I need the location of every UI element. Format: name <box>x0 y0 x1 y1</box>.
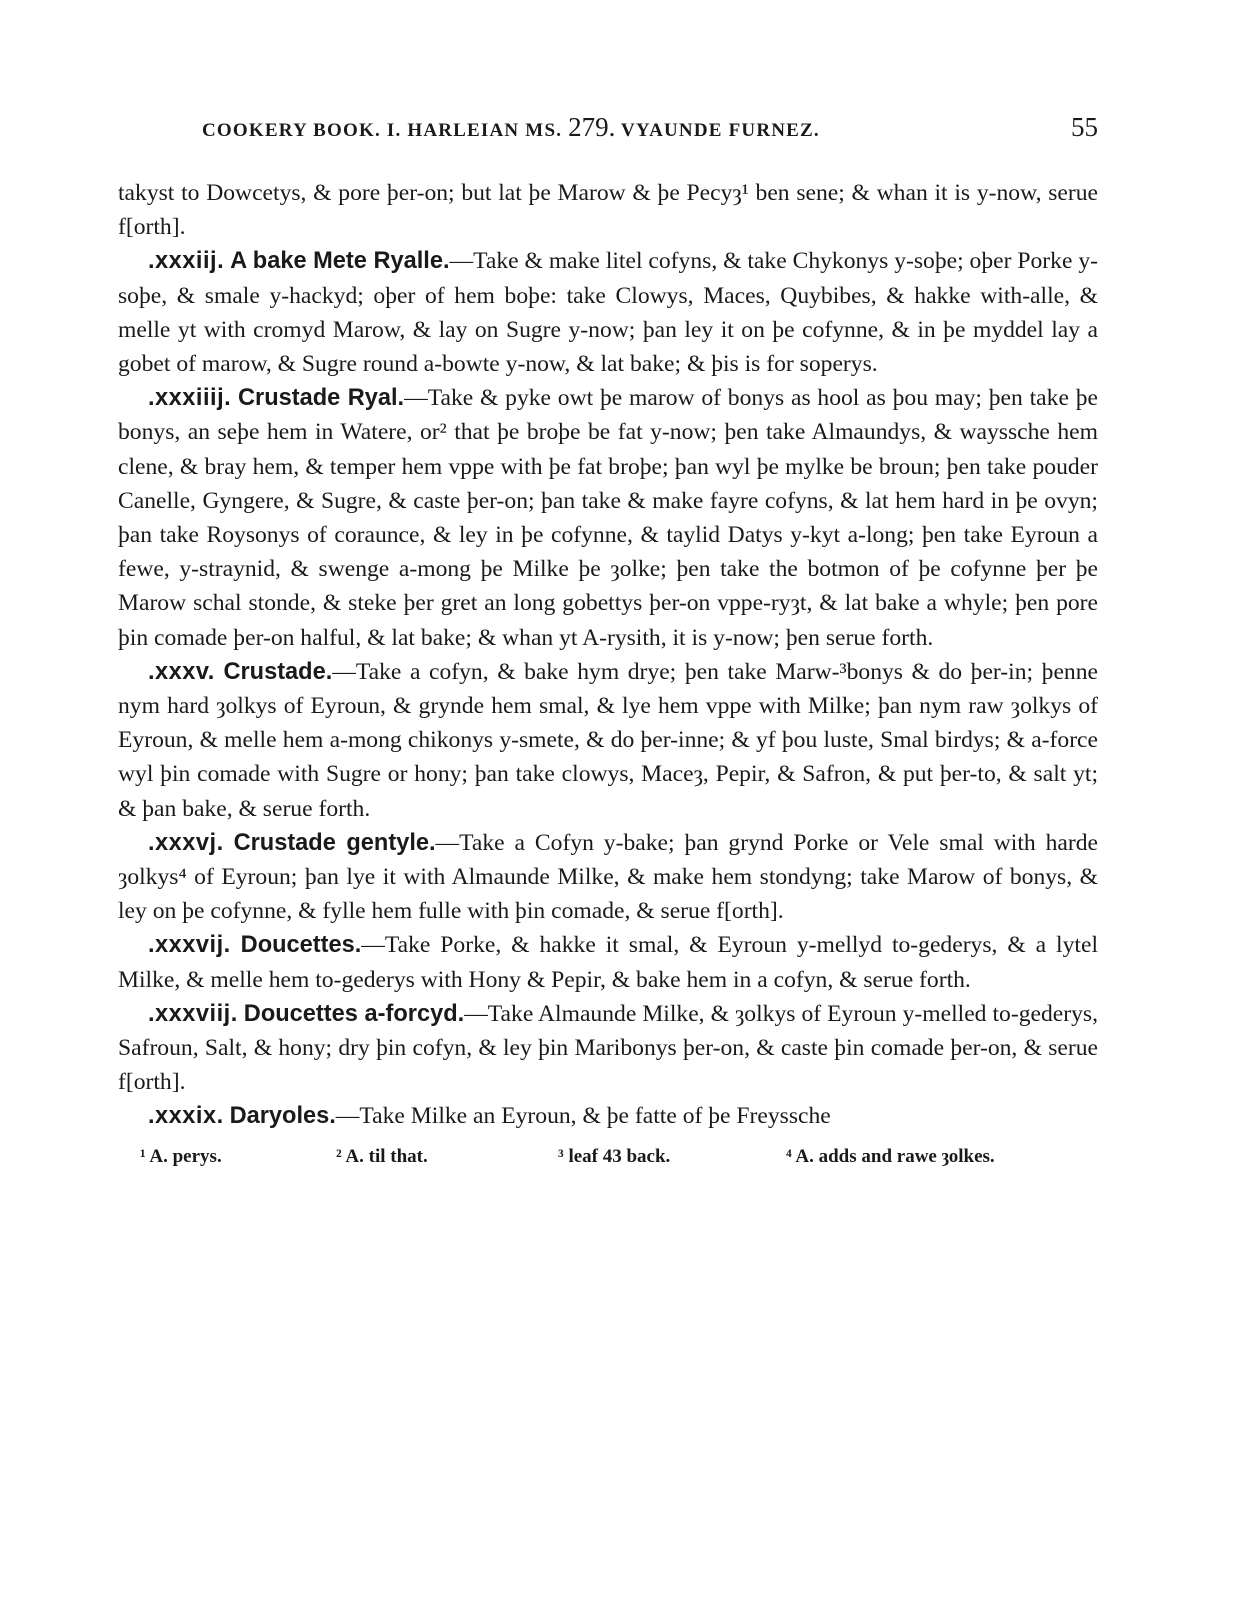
recipe-text: —Take & pyke owt þe marow of bonys as hool as þou may; þen take þe bonys, an seþe hem in Watere, or² that þe broþe be fat y-now; þen take Almaundys, & wayssche hem clene, & bray hem, & temper hem vppe with þe fat broþe; þan wyl þe mylke be broun; þen take pouder Canelle, Gyngere, & Sugre, & caste þer-on; þan take & make fayre cofyns, & lat hem hard in þe ovyn; þan take Roysonys of coraunce, & ley in þe cofynne, & taylid Datys y-kyt a-long; þen take Eyroun a fewe, y-straynid, & swenge a-mong þe Milke þe ȝolke; þen take the botmon of þe cofynne þer þe Marow schal stonde, & steke þer gret an long gobettys þer-on vppe-ryȝt, & lat bake a whyle; þen pore þin comade þer-on halful, & lat bake; & whan yt A-rysith, it is y-now; þen serue forth. <box>118 385 1098 651</box>
recipe-paragraph <box>118 1099 1098 1133</box>
recipe-text: —Take Porke, & hakke it smal, & Eyroun y-mellyd to-gederys, & a lytel Milke, & melle hem to-gederys with Hony & Pepir, & bake hem in a cofyn, & serue forth. <box>118 932 1098 993</box>
recipe-title: Daryoles. <box>229 1103 336 1130</box>
footnote-2: ² A. til that. <box>336 1145 428 1167</box>
running-title-left: COOKERY BOOK. I. HARLEIAN MS. <box>202 120 563 141</box>
footnote-3: ³ leaf 43 back. <box>558 1145 671 1167</box>
recipe-title: Crustade. <box>223 658 333 685</box>
running-header <box>118 112 1098 150</box>
page-number: 55 <box>1071 112 1098 142</box>
running-title-right: VYAUNDE FURNEZ. <box>620 120 820 141</box>
recipe-number: .xxxiij. <box>148 248 225 275</box>
recipe-text: —Take & make litel cofyns, & take Chykonys y-soþe; oþer Porke y-soþe, & smale y-hackyd; oþer of hem boþe: take Clowys, Maces, Quybibes, & hakke with-alle, & melle yt with cromyd Marow, & lay on Sugre y-now; þan ley it on þe cofynne, & in þe myddel lay a gobet of marow, & Sugre round a-bowte y-now, & lat bake; & þis is for soperys. <box>118 248 1098 378</box>
recipe-paragraph <box>118 997 1098 1100</box>
recipe-title: Crustade Ryal. <box>238 385 405 412</box>
recipe-number: .xxxv. <box>148 658 215 685</box>
recipe-title: Doucettes a-forcyd. <box>243 1000 465 1027</box>
recipe-paragraph <box>118 381 1098 655</box>
recipe-title: A bake Mete Ryalle. <box>230 248 450 275</box>
recipe-title: Doucettes. <box>240 932 362 959</box>
running-title <box>202 112 820 143</box>
recipe-text: —Take a Cofyn y-bake; þan grynd Porke or Vele smal with harde ȝolkys⁴ of Eyroun; þan lye it with Almaunde Milke, & make hem stondyng; take Marow of bonys, & ley on þe cofynne, & fylle hem fulle with þin comade, & serue f[orth]. <box>118 829 1098 925</box>
manuscript-number: 279. <box>568 112 616 142</box>
recipe-text: —Take a cofyn, & bake hym drye; þen take Marw-³bonys & do þer-in; þenne nym hard ȝolkys of Eyroun, & grynde hem smal, & lye hem vppe with Milke; þan nym raw ȝolkys of Eyroun, & melle hem a-mong chikonys y-smete, & do þer-inne; & yf þou luste, Smal birdys; & a-force wyl þin comade with Sugre or hony; þan take clowys, Maceȝ, Pepir, & Safron, & put þer-to, & salt yt; & þan bake, & serue forth. <box>118 658 1098 822</box>
recipe-paragraph <box>118 655 1098 826</box>
recipe-title: Crustade gentyle. <box>233 829 436 856</box>
recipe-number: .xxxix. <box>148 1103 224 1130</box>
recipe-number: .xxxvj. <box>148 829 224 856</box>
footnote-1: ¹ A. perys. <box>140 1145 222 1167</box>
page-body <box>118 176 1098 1134</box>
recipe-paragraph <box>118 826 1098 929</box>
recipe-number: .xxxviij. <box>148 1000 238 1027</box>
recipe-paragraph <box>118 244 1098 381</box>
recipe-number: .xxxvij. <box>148 932 231 959</box>
recipe-text: —Take Almaunde Milke, & ȝolkys of Eyroun y-melled to-gederys, Safroun, Salt, & hony; dry þin cofyn, & ley þin Maribonys þer-on, & caste þin comade þer-on, & serue f[orth]. <box>118 1000 1098 1096</box>
recipe-number: .xxxiiij. <box>148 385 232 412</box>
footnotes <box>118 1146 1098 1168</box>
recipe-paragraph <box>118 928 1098 996</box>
book-page <box>118 112 1098 1168</box>
continuation-paragraph: takyst to Dowcetys, & pore þer-on; but lat þe Marow & þe Pecyȝ¹ ben sene; & whan it is y-now, serue f[orth]. <box>118 180 1098 241</box>
footnote-4: ⁴ A. adds and rawe ȝolkes. <box>786 1145 995 1167</box>
recipe-text: —Take Milke an Eyroun, & þe fatte of þe Freyssche <box>335 1103 831 1130</box>
